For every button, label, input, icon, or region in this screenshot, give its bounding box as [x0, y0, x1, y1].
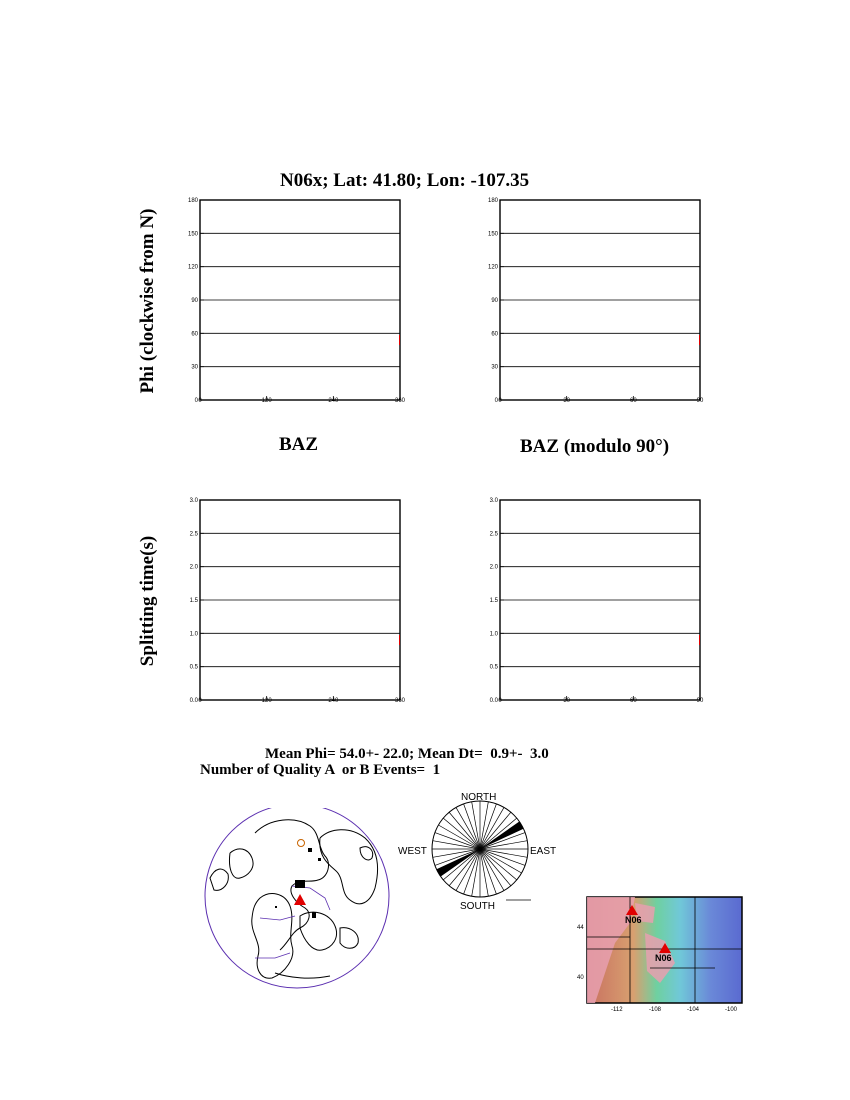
chart-dt-vs-baz [180, 490, 420, 710]
y-tick-label: 3.0 [489, 498, 498, 504]
y-tick-label: 150 [187, 231, 198, 238]
y-tick-label: 60 [491, 331, 498, 338]
y-tick-label: 30 [191, 364, 198, 371]
y-tick-label: 1.0 [189, 631, 198, 638]
baz-axis-label: BAZ [279, 434, 319, 455]
y-tick-label: 1.5 [189, 598, 198, 604]
rose-west-label: WEST [398, 846, 427, 857]
x-tick-label: 120 [261, 398, 272, 404]
station-label: N06 [625, 915, 642, 925]
page-title: N06x; Lat: 41.80; Lon: -107.35 [280, 170, 530, 191]
phi-axis-label: Phi (clockwise from N) [137, 208, 158, 394]
regional-map [575, 893, 750, 1015]
x-tick-label: 30 [563, 698, 571, 704]
x-tick-label: 90 [696, 398, 704, 404]
y-tick-label: 2.5 [189, 531, 198, 538]
chart-dt-vs-baz-mod90 [480, 490, 720, 710]
station-label: N06 [655, 953, 672, 963]
x-tick-label: 120 [261, 698, 272, 704]
y-tick-label: 90 [491, 298, 498, 304]
station-marker-icon [294, 894, 306, 905]
y-tick-label: 180 [187, 198, 198, 204]
y-tick-label: 150 [487, 231, 498, 238]
rose-south-label: SOUTH [460, 901, 495, 912]
x-tick-label: 0 [498, 698, 502, 704]
chart-phi-vs-baz [180, 190, 420, 410]
map-x-tick: -104 [687, 1007, 700, 1013]
y-tick-label: 1.0 [489, 631, 498, 638]
y-tick-label: 60 [191, 331, 198, 338]
rose-north-label: NORTH [461, 792, 497, 803]
event-dots [275, 848, 321, 918]
map-y-tick: 40 [577, 975, 584, 981]
x-tick-label: 240 [328, 398, 339, 404]
y-tick-label: 120 [487, 264, 498, 271]
x-tick-label: 30 [563, 398, 571, 404]
y-tick-label: 0 [194, 398, 198, 404]
rose-diagram [396, 788, 561, 912]
splitting-time-axis-label: Splitting time(s) [137, 535, 158, 667]
y-tick-label: 0.5 [189, 664, 198, 671]
x-tick-label: 60 [629, 398, 637, 404]
x-tick-label: 90 [696, 698, 704, 704]
y-tick-label: 0.5 [489, 664, 498, 671]
y-tick-label: 0.0 [189, 698, 198, 704]
y-tick-label: 1.5 [489, 598, 498, 604]
y-tick-label: 30 [491, 364, 498, 371]
y-tick-label: 90 [191, 298, 198, 304]
map-x-tick: -100 [725, 1007, 738, 1013]
coastlines [210, 820, 378, 978]
globe-map [200, 808, 395, 990]
y-tick-label: 0 [494, 398, 498, 404]
map-x-tick: -112 [611, 1007, 623, 1013]
x-tick-label: 0 [198, 698, 202, 704]
event-ring [298, 840, 305, 847]
x-tick-label: 240 [328, 698, 339, 704]
y-tick-label: 3.0 [189, 498, 198, 504]
y-tick-label: 2.5 [489, 531, 498, 538]
y-tick-label: 2.0 [489, 564, 498, 571]
x-tick-label: 360 [394, 698, 406, 704]
mean-stats: Mean Phi= 54.0+- 22.0; Mean Dt= 0.9+- 3.0 [265, 746, 549, 762]
y-tick-label: 120 [187, 264, 198, 271]
rose-east-label: EAST [530, 846, 557, 857]
y-tick-label: 180 [487, 198, 498, 204]
x-tick-label: 0 [498, 398, 502, 404]
quality-count: Number of Quality A or B Events= 1 [200, 762, 441, 778]
y-tick-label: 0.0 [489, 698, 498, 704]
y-tick-label: 2.0 [189, 564, 198, 571]
x-tick-label: 360 [394, 398, 406, 404]
map-x-tick: -108 [649, 1007, 662, 1013]
x-tick-label: 0 [198, 398, 202, 404]
x-tick-label: 60 [629, 698, 637, 704]
chart-phi-vs-baz-mod90 [480, 190, 720, 410]
baz-modulo-axis-label: BAZ (modulo 90°) [520, 436, 670, 457]
map-y-tick: 44 [577, 925, 584, 931]
